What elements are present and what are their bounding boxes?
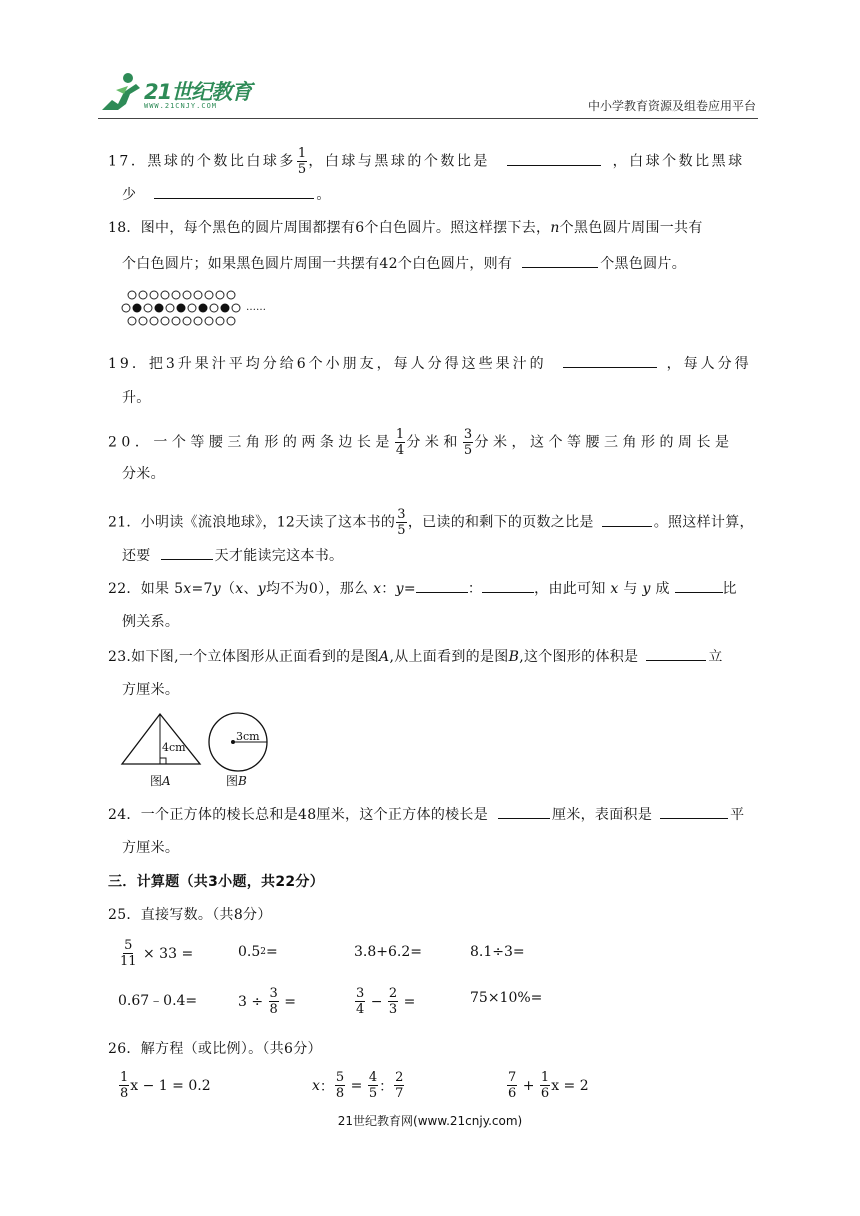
answer-blank-24b[interactable] <box>660 804 728 819</box>
fraction-one-fifth: $\frac{1}{5}$ <box>297 146 307 177</box>
question-24: 24．一个正方体的棱长总和是48厘米，这个正方体的棱长是 厘米，表面积是 平 <box>108 804 744 825</box>
fraction-three-fifths-b: $\frac{3}{5}$ <box>397 507 406 538</box>
figure-b-caption: 图B <box>226 774 247 788</box>
calc-25-5: 0.67﹣0.4= <box>118 993 198 1009</box>
question-22-cont: 例关系。 <box>122 614 180 630</box>
question-21: 21．小明读《流浪地球》，12天读了这本书的 $\frac{3}{5}$ ，已读的和剩下的页数之比是 。照这样计算， <box>108 507 754 538</box>
triangle-height-label: 4cm <box>162 741 186 754</box>
fraction-one-quarter: $\frac{1}{4}$ <box>395 427 405 458</box>
question-23: 23.如下图,一个立体图形从正面看到的是图A,从上面看到的是图B,这个图形的体积是 立 <box>108 646 723 667</box>
figure-a-triangle <box>120 712 202 772</box>
answer-blank-21b[interactable] <box>161 545 213 560</box>
circle-radius-label: 3cm <box>236 730 260 743</box>
calc-25-1: $\frac{5}{11}$ × 33 = <box>120 938 194 969</box>
question-21-cont: 还要 天才能读完这本书。 <box>122 545 343 566</box>
runner-logo-icon <box>98 70 144 114</box>
question-22: 22．如果 5x=7y（x、y均不为0），那么 x：y= ： ，由此可知 x 与 y 成 比 <box>108 578 737 599</box>
logo-url: WWW.21CNJY.COM <box>144 102 218 110</box>
answer-blank-22a[interactable] <box>416 578 468 593</box>
question-17-cont: 少 。 <box>122 184 331 205</box>
equation-26-1: $\frac{1}{8}$ x − 1 = 0.2 <box>120 1070 211 1101</box>
question-19-cont: 升。 <box>122 390 151 406</box>
question-18-cont: 个白色圆片；如果黑色圆片周围一共摆有42个白色圆片，则有 个黑色圆片。 <box>122 253 686 274</box>
calc-25-2: 0.5 2 = <box>238 944 278 960</box>
calc-25-3: 3.8+6.2= <box>354 944 422 960</box>
pattern-ellipsis: …… <box>246 302 266 313</box>
logo <box>98 70 268 120</box>
question-20: 20．一个等腰三角形的两条边长是 $\frac{1}{4}$ 分米和 $\frac{3}{5}$ 分米，这个等腰三角形的周长是 <box>108 427 734 458</box>
calc-25-4: 8.1÷3= <box>470 944 525 960</box>
question-26-title: 26．解方程（或比例）。（共6分） <box>108 1041 322 1057</box>
fraction-three-fifths: $\frac{3}{5}$ <box>463 427 473 458</box>
answer-blank-21a[interactable] <box>602 512 652 527</box>
answer-blank-22c[interactable] <box>675 578 723 593</box>
answer-blank-19[interactable] <box>563 353 657 368</box>
question-18: 18．图中，每个黑色的圆片周围都摆有6个白色圆片。照这样摆下去，n个黑色圆片周围一共有 <box>108 220 703 236</box>
question-24-cont: 方厘米。 <box>122 840 180 856</box>
equation-26-2: x ： $\frac{5}{8}$ = $\frac{4}{5}$ ： $\frac{2}{7}$ <box>312 1070 404 1101</box>
calc-25-7: $\frac{3}{4}$ − $\frac{2}{3}$ = <box>356 986 416 1017</box>
answer-blank-23[interactable] <box>646 646 706 661</box>
figure-a-caption: 图A <box>150 774 171 788</box>
calc-25-6: 3 ÷ $\frac{3}{8}$ = <box>238 986 297 1017</box>
header-divider <box>98 118 758 119</box>
answer-blank-17a[interactable] <box>507 151 601 166</box>
page-footer: 21世纪教育网(www.21cnjy.com) <box>337 1114 523 1128</box>
question-20-cont: 分米。 <box>122 466 165 482</box>
answer-blank-18[interactable] <box>522 253 598 268</box>
header-platform-name: 中小学教育资源及组卷应用平台 <box>587 99 756 113</box>
figure-b-circle <box>202 712 274 778</box>
question-17: 17．黑球的个数比白球多 $\frac{1}{5}$ ，白球与黑球的个数比是 ，白球个数比黑球 <box>108 146 745 177</box>
answer-blank-22b[interactable] <box>482 578 534 593</box>
question-25-title: 25．直接写数。（共8分） <box>108 907 272 923</box>
question-23-cont: 方厘米。 <box>122 682 180 698</box>
calc-25-8: 75×10%= <box>470 990 543 1006</box>
logo-text: 21世纪教育 <box>144 80 252 104</box>
question-19: 19．把3升果汁平均分给6个小朋友，每人分得这些果汁的 ，每人分得 <box>108 353 752 374</box>
answer-blank-24a[interactable] <box>498 804 550 819</box>
section-3-heading: 三．计算题（共3小题，共22分） <box>108 874 325 890</box>
answer-blank-17b[interactable] <box>154 184 314 199</box>
equation-26-3: $\frac{7}{6}$ + $\frac{1}{6}$ x = 2 <box>508 1070 589 1101</box>
